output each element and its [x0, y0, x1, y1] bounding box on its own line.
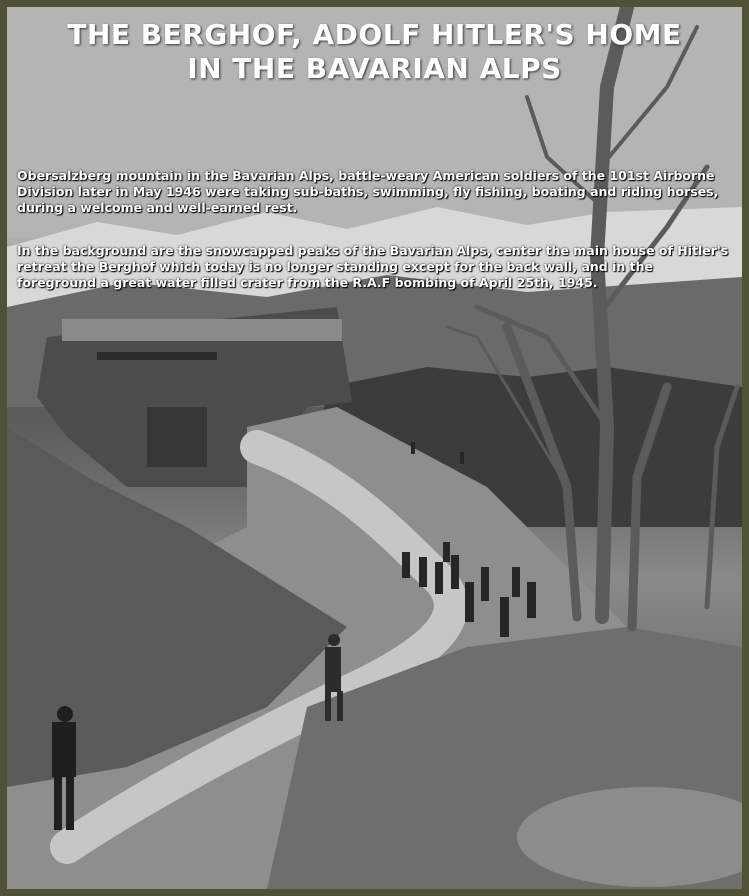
- page-title: [0, 18, 749, 86]
- berghof-photograph: [7, 7, 742, 889]
- title-line-2: IN THE BAVARIAN ALPS: [187, 52, 562, 85]
- ruin-wall: [147, 407, 207, 467]
- title-line-1: THE BERGHOF, ADOLF HITLER'S HOME: [67, 18, 682, 51]
- photo-illustration: [7, 7, 742, 889]
- caption-paragraph-2: In the background are the snowcapped peaks of the Bavarian Alps, center the main house of Hitler's retreat the Berghof which today is no longer standing except for the back wall, and in the foreground a great water filled crater from the R.A.F bombing of April 25th, 1945.: [17, 243, 729, 290]
- caption-paragraph-1: Obersalzberg mountain in the Bavarian Alps, battle-weary American soldiers of the 101st Airborne Division later in May 1946 were taking sub-baths, swimming, fly fishing, boating and riding horses, during a welcome and well-earned rest.: [17, 168, 719, 215]
- ruin-windows: [97, 352, 217, 360]
- ruin-roofline: [62, 319, 342, 341]
